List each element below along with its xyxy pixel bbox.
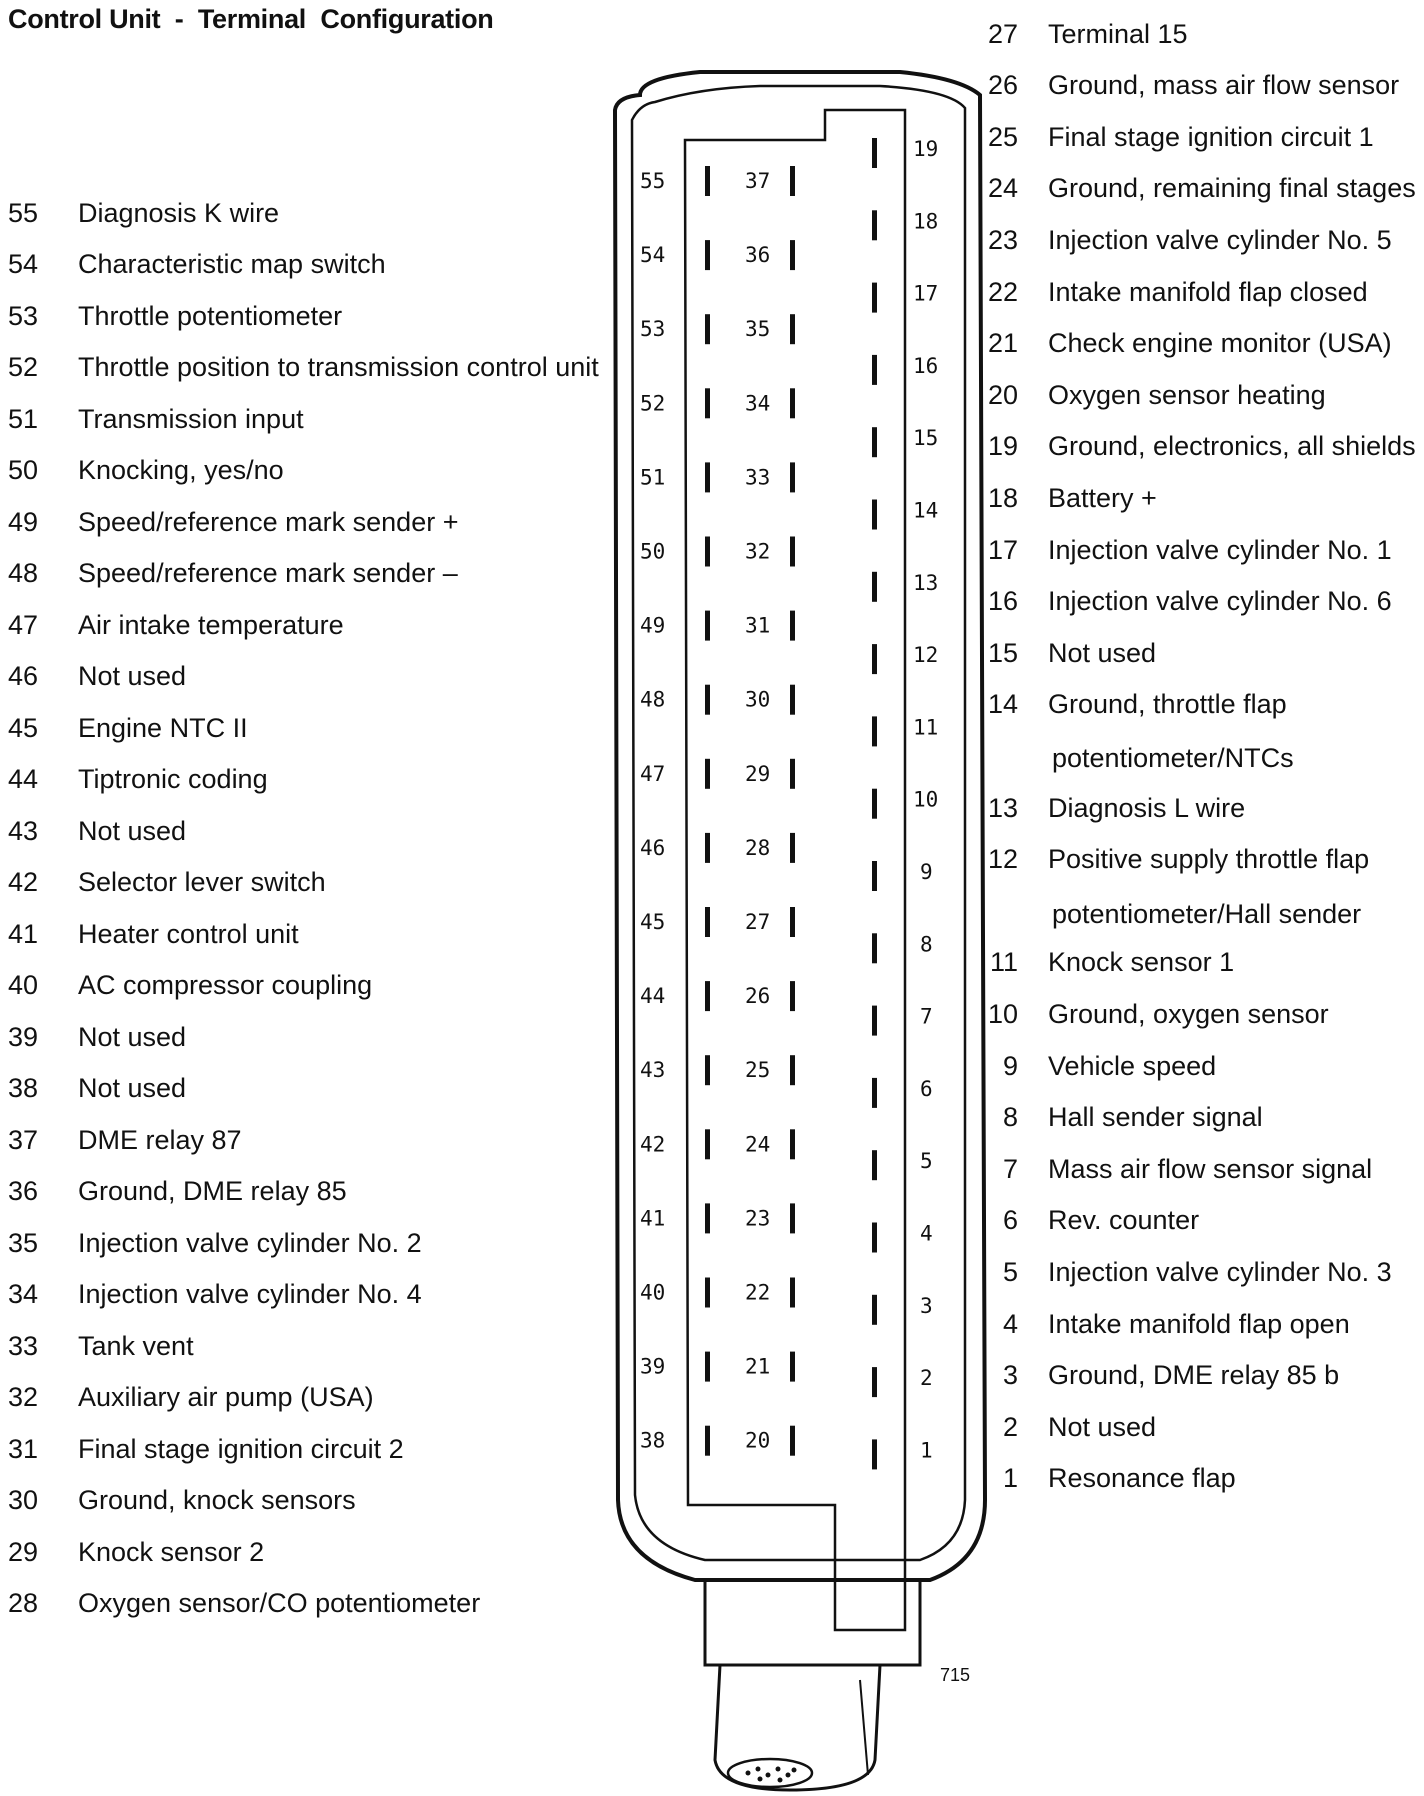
terminal-label: Knock sensor 1	[1048, 947, 1235, 978]
pin-contact	[705, 833, 710, 863]
terminal-label: Not used	[1048, 637, 1157, 668]
terminal-number: 44	[8, 764, 39, 794]
pin-contact	[872, 644, 877, 674]
pin-label: 23	[745, 1206, 771, 1231]
terminal-label: Ground, knock sensors	[78, 1485, 356, 1515]
terminal-number: 51	[8, 403, 39, 434]
pin-contact	[705, 1278, 710, 1308]
pin-label: 11	[913, 715, 939, 740]
terminal-label: Ground, throttle flap	[1048, 689, 1287, 720]
terminal-label: Ground, DME relay 85 b	[1048, 1360, 1340, 1391]
terminal-number: 46	[8, 661, 39, 691]
pin-label: 17	[913, 281, 939, 306]
pin-contact	[705, 240, 710, 270]
pin-label: 9	[920, 860, 933, 884]
pin-contact	[705, 685, 710, 715]
terminal-number: 10	[987, 998, 1018, 1029]
terminal-number: 40	[8, 970, 39, 1000]
terminal-label: Battery +	[1048, 482, 1157, 513]
pin-contact	[705, 314, 710, 344]
pin-contact	[872, 1150, 877, 1180]
pin-label: 36	[745, 243, 771, 268]
terminal-number: 30	[8, 1485, 39, 1515]
terminal-number: 32	[8, 1382, 39, 1412]
terminal-number: 5	[1002, 1256, 1018, 1287]
pin-contact	[790, 1129, 795, 1159]
terminal-label: Speed/reference mark sender +	[78, 506, 459, 537]
terminal-label: Tank vent	[78, 1330, 194, 1361]
pin-contact	[872, 1078, 877, 1108]
terminal-label: Intake manifold flap open	[1048, 1308, 1350, 1339]
pin-label: 2	[920, 1366, 933, 1391]
pin-label: 1	[920, 1438, 933, 1463]
pin-contact	[872, 1223, 877, 1253]
terminal-label: Diagnosis K wire	[78, 197, 280, 228]
pin-contact	[705, 1426, 710, 1456]
pin-label: 48	[640, 687, 666, 712]
terminal-number: 3	[1002, 1360, 1018, 1391]
terminal-label: AC compressor coupling	[78, 970, 373, 1000]
pin-label: 42	[640, 1132, 666, 1157]
terminal-label: Positive supply throttle flap	[1048, 844, 1370, 875]
terminal-label: Terminal 15	[1048, 18, 1188, 49]
pin-label: 28	[745, 835, 771, 860]
terminal-label: Mass air flow sensor signal	[1048, 1153, 1373, 1184]
pin-contact	[872, 861, 877, 891]
pin-contact	[872, 138, 877, 168]
pin-label: 53	[640, 317, 666, 342]
terminal-label: Diagnosis L wire	[1048, 792, 1246, 823]
pin-label: 54	[640, 243, 666, 268]
pin-contact	[705, 1055, 710, 1085]
pin-label: 7	[920, 1004, 933, 1029]
page-title: Control Unit - Terminal Configuration	[8, 4, 494, 34]
pin-contact	[790, 314, 795, 344]
terminal-number: 36	[8, 1176, 39, 1206]
pin-label: 6	[920, 1076, 933, 1101]
terminal-number: 15	[987, 637, 1018, 668]
pin-contact	[705, 611, 710, 641]
terminal-number: 12	[987, 844, 1018, 875]
terminal-number: 28	[8, 1588, 39, 1618]
pin-contact	[790, 611, 795, 641]
terminal-number: 49	[8, 506, 39, 537]
terminal-label: Ground, mass air flow sensor	[1048, 70, 1400, 101]
terminal-number: 52	[8, 352, 39, 382]
connector-inner-shell	[632, 86, 965, 1560]
terminal-label: Rev. counter	[1048, 1205, 1200, 1236]
terminal-number: 1	[1002, 1463, 1018, 1494]
pin-contact	[872, 355, 877, 385]
pin-label: 4	[920, 1221, 933, 1246]
terminal-number: 33	[8, 1330, 39, 1361]
terminal-number: 2	[1002, 1411, 1018, 1442]
terminal-number: 9	[1002, 1050, 1018, 1081]
pin-contact	[705, 166, 710, 196]
terminal-label: Not used	[1048, 1411, 1157, 1442]
terminal-number: 41	[8, 918, 39, 949]
terminal-number: 45	[8, 712, 39, 743]
pin-label: 51	[640, 465, 666, 490]
pin-label: 39	[640, 1354, 666, 1379]
terminal-label: Engine NTC II	[78, 712, 248, 743]
terminal-label: Tiptronic coding	[78, 764, 268, 794]
terminal-number: 6	[1002, 1205, 1018, 1236]
pin-label: 49	[640, 613, 666, 638]
pin-label: 35	[745, 317, 771, 342]
terminal-label: Not used	[78, 661, 187, 691]
pin-contact	[872, 1006, 877, 1036]
terminal-number: 38	[8, 1073, 39, 1103]
terminal-label: Ground, DME relay 85	[78, 1176, 347, 1206]
pin-label: 21	[745, 1354, 771, 1379]
pin-label: 50	[640, 539, 666, 564]
terminal-label: Auxiliary air pump (USA)	[78, 1382, 374, 1412]
pin-contact	[790, 759, 795, 789]
terminal-number: 18	[987, 482, 1018, 513]
terminal-label: Injection valve cylinder No. 2	[78, 1227, 422, 1258]
terminal-label: Heater control unit	[78, 918, 299, 949]
terminal-number: 21	[987, 328, 1018, 359]
pin-label: 3	[920, 1293, 933, 1318]
terminal-label: Ground, electronics, all shields	[1048, 431, 1416, 462]
terminal-label: Resonance flap	[1048, 1463, 1236, 1494]
terminal-number: 27	[987, 18, 1018, 49]
pin-label: 33	[745, 465, 771, 490]
pin-label: 40	[640, 1280, 666, 1305]
pin-label: 24	[745, 1132, 771, 1157]
pin-contact	[872, 716, 877, 746]
pin-label: 45	[640, 910, 666, 934]
terminal-label: Knocking, yes/no	[78, 455, 284, 485]
terminal-label: Final stage ignition circuit 1	[1048, 121, 1374, 152]
pin-label: 38	[640, 1428, 666, 1453]
pin-label: 31	[745, 613, 771, 638]
pin-contact	[790, 462, 795, 492]
pin-label: 46	[640, 835, 666, 860]
pin-label: 8	[920, 932, 933, 957]
terminal-number: 22	[987, 276, 1018, 307]
pin-label: 12	[913, 643, 939, 668]
pin-label: 27	[745, 910, 771, 934]
terminal-label: Speed/reference mark sender –	[78, 558, 458, 588]
pin-contact	[872, 283, 877, 313]
pin-contact	[872, 1439, 877, 1469]
pin-contact	[790, 166, 795, 196]
pin-label: 37	[745, 169, 771, 193]
pin-contact	[790, 388, 795, 418]
terminal-label: Not used	[78, 1021, 187, 1052]
pin-contact	[790, 833, 795, 863]
pin-contact	[790, 1352, 795, 1382]
terminal-number: 26	[987, 70, 1018, 101]
terminal-number: 25	[987, 121, 1018, 152]
terminal-number: 13	[987, 792, 1018, 823]
pin-contact	[790, 537, 795, 567]
terminal-label: Vehicle speed	[1048, 1050, 1217, 1081]
pin-contact	[705, 388, 710, 418]
pin-contact	[705, 462, 710, 492]
pin-label: 18	[913, 209, 939, 234]
terminal-label: Intake manifold flap closed	[1048, 276, 1368, 307]
terminal-number: 54	[8, 249, 39, 279]
terminal-number: 19	[987, 431, 1018, 462]
terminal-label: Final stage ignition circuit 2	[78, 1433, 404, 1464]
terminal-number: 17	[987, 534, 1018, 565]
pin-label: 14	[913, 498, 939, 523]
terminal-label: Injection valve cylinder No. 5	[1048, 224, 1392, 255]
terminal-number: 29	[8, 1536, 39, 1567]
terminal-number: 23	[987, 224, 1018, 255]
pin-contact	[872, 210, 877, 240]
pin-contact	[705, 1352, 710, 1382]
pin-label: 16	[913, 353, 939, 378]
terminal-number: 24	[987, 173, 1018, 204]
terminal-label: Throttle position to transmission control unit	[78, 352, 599, 382]
terminal-number: 53	[8, 300, 39, 331]
pin-label: 19	[913, 137, 939, 161]
pin-label: 55	[640, 169, 666, 193]
pin-contact	[872, 427, 877, 457]
terminal-number: 11	[989, 947, 1018, 978]
pin-label: 43	[640, 1058, 666, 1083]
terminal-label: Check engine monitor (USA)	[1048, 328, 1392, 359]
terminal-label: Hall sender signal	[1048, 1102, 1263, 1133]
cable	[705, 1580, 920, 1790]
pin-label: 30	[745, 687, 771, 712]
pin-label: 52	[640, 391, 666, 416]
pin-label: 15	[913, 426, 939, 451]
pin-label: 41	[640, 1206, 666, 1231]
pin-contact	[790, 907, 795, 937]
pin-label: 10	[913, 787, 939, 812]
terminal-label: Knock sensor 2	[78, 1536, 265, 1567]
pin-label: 25	[745, 1058, 771, 1083]
pin-contact	[705, 981, 710, 1011]
pin-label: 20	[745, 1428, 771, 1453]
pin-label: 22	[745, 1280, 771, 1305]
pin-contact	[872, 933, 877, 963]
terminal-number: 42	[8, 867, 39, 897]
terminal-number: 50	[8, 455, 39, 485]
pin-label: 13	[913, 570, 939, 595]
terminal-number: 48	[8, 558, 39, 588]
terminal-label: Injection valve cylinder No. 1	[1048, 534, 1392, 565]
terminal-number: 43	[8, 815, 39, 846]
terminal-label: Air intake temperature	[78, 609, 344, 640]
terminal-number: 20	[987, 379, 1018, 410]
terminal-label: Oxygen sensor/CO potentiometer	[78, 1588, 481, 1618]
terminal-number: 47	[8, 609, 39, 640]
pin-contact	[790, 1426, 795, 1456]
terminal-label: Characteristic map switch	[78, 249, 386, 279]
terminal-number: 8	[1002, 1102, 1018, 1133]
pin-label: 47	[640, 761, 666, 786]
pin-contact	[790, 1055, 795, 1085]
terminal-number: 39	[8, 1021, 39, 1052]
terminal-number: 35	[8, 1227, 39, 1258]
terminal-label: Throttle potentiometer	[78, 300, 343, 331]
pin-contact	[872, 1367, 877, 1397]
terminal-label: Injection valve cylinder No. 4	[78, 1279, 422, 1309]
terminal-12-continuation: potentiometer/Hall sender	[1052, 898, 1362, 929]
terminal-label: Selector lever switch	[78, 867, 326, 897]
pin-label: 34	[745, 391, 771, 416]
pin-contact	[872, 789, 877, 819]
terminal-number: 31	[8, 1433, 39, 1464]
pin-contact	[790, 240, 795, 270]
pin-label: 32	[745, 539, 771, 564]
pin-contact	[790, 685, 795, 715]
pin-contact	[872, 500, 877, 530]
pin-contact	[872, 1295, 877, 1325]
pin-label: 5	[920, 1149, 933, 1174]
terminal-label: Ground, oxygen sensor	[1048, 998, 1329, 1029]
terminal-number: 37	[8, 1124, 39, 1155]
terminal-label: Not used	[78, 1073, 187, 1103]
pin-contact	[705, 907, 710, 937]
terminal-number: 14	[987, 689, 1018, 720]
pin-contact	[872, 572, 877, 602]
terminal-number: 55	[8, 197, 39, 228]
pin-contact	[705, 1203, 710, 1233]
terminal-label: Transmission input	[78, 403, 304, 434]
pin-label: 44	[640, 984, 666, 1009]
terminal-label: Injection valve cylinder No. 3	[1048, 1256, 1392, 1287]
pin-label: 29	[745, 761, 771, 786]
terminal-label: Injection valve cylinder No. 6	[1048, 586, 1392, 617]
terminal-label: Not used	[78, 815, 187, 846]
terminal-label: Oxygen sensor heating	[1048, 379, 1326, 410]
pin-label: 26	[745, 984, 771, 1009]
terminal-number: 7	[1002, 1153, 1018, 1184]
pin-contact	[790, 1278, 795, 1308]
terminal-number: 4	[1002, 1308, 1018, 1339]
pin-contact	[705, 537, 710, 567]
terminal-label: DME relay 87	[78, 1124, 242, 1155]
pin-contact	[705, 1129, 710, 1159]
pin-contact	[790, 981, 795, 1011]
terminal-number: 16	[987, 586, 1018, 617]
page-number: 715	[940, 1665, 971, 1685]
pin-contact	[705, 759, 710, 789]
pin-contact	[790, 1203, 795, 1233]
terminal-label: Ground, remaining final stages	[1048, 173, 1416, 204]
terminal-number: 34	[8, 1279, 39, 1309]
terminal-14-continuation: potentiometer/NTCs	[1052, 742, 1294, 773]
